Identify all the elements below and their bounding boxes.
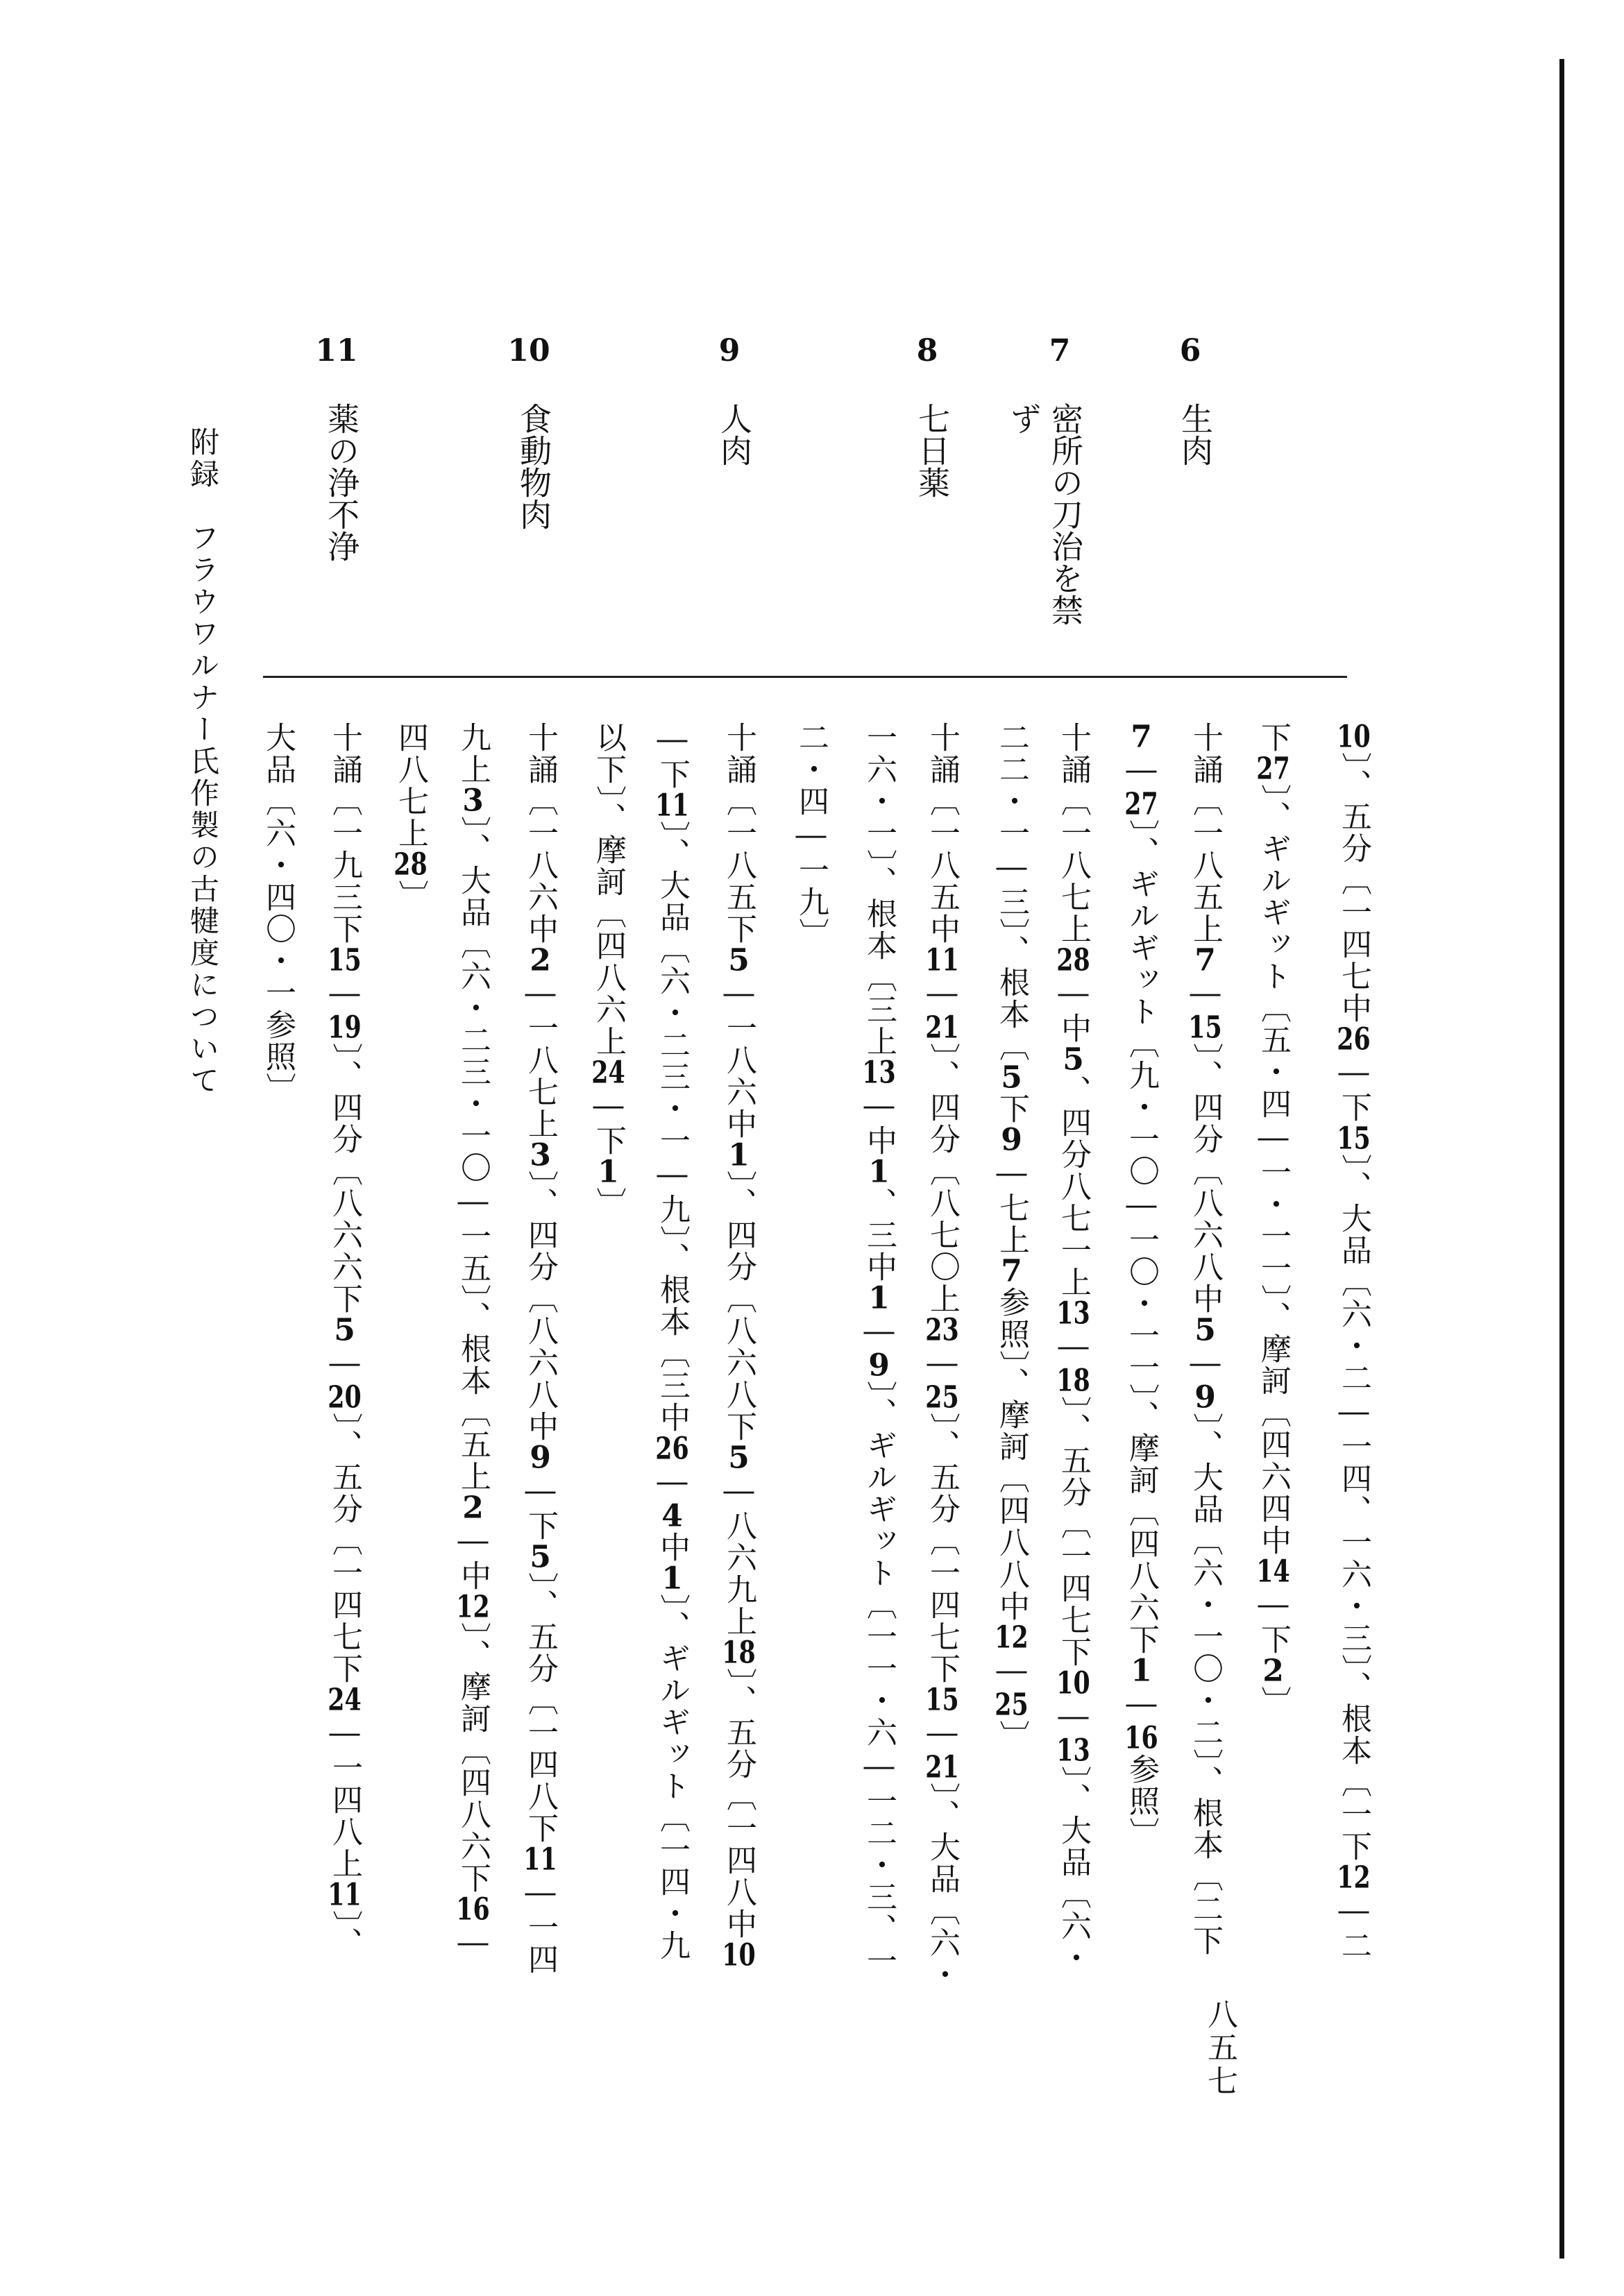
reference-number: 5 (530, 1542, 551, 1572)
reference-number: 12 (1337, 1862, 1371, 1893)
page-number: 八五七 (1202, 1998, 1237, 2098)
reference-number: 18 (722, 1638, 756, 1668)
reference-line: 十誦〔一八六中2―一八七上3〕、四分〔八六八中9―下5〕、五分〔一四八下11―一四 (523, 722, 558, 1975)
running-title: 附録 フラウワルナー氏作製の古犍度について (186, 427, 220, 1097)
reference-number: 1 (1131, 1656, 1152, 1686)
reference-number: 13 (862, 1057, 896, 1088)
reference-number: 2 (462, 1493, 484, 1523)
reference-number: 15 (328, 945, 362, 976)
entry-number: 7 (1049, 333, 1071, 368)
entry-number: 6 (1179, 333, 1201, 368)
reference-number: 11 (925, 945, 959, 976)
reference-line: 十誦〔一八五上7―15〕、四分〔八六八中5―9〕、大品〔六・一〇・二〕、根本〔二下 (1187, 722, 1223, 1957)
entry-number: 9 (718, 333, 741, 368)
entry-label: 食動物肉 (515, 402, 552, 530)
reference-number: 1 (598, 1157, 619, 1187)
reference-number: 1 (728, 1140, 750, 1171)
reference-line: 7―27〕、ギルギット〔九・一〇―一〇・一一〕、摩訶〔四八六下1―16参照〕 (1124, 722, 1159, 1849)
reference-number: 1 (661, 1563, 683, 1594)
reference-line: 十誦〔一九三下15―19〕、四分〔八六六下5―20〕、五分〔一四七下24―一四八上11〕、 (327, 722, 362, 1959)
reference-number: 16 (1124, 1723, 1158, 1753)
entry-label: 薬の浄不浄 (323, 402, 360, 562)
reference-number: 7 (1131, 722, 1152, 752)
reference-number: 18 (1056, 1366, 1090, 1396)
reference-number: 3 (530, 1140, 551, 1171)
reference-line: 大品〔六・四〇・一参照〕 (260, 722, 296, 1105)
reference-number: 19 (328, 1012, 362, 1043)
reference-number: 21 (925, 1752, 959, 1783)
reference-number: 5 (1063, 1044, 1084, 1075)
reference-number: 13 (1056, 1735, 1090, 1766)
reference-number: 9 (868, 1350, 890, 1381)
reference-number: 26 (655, 1434, 689, 1464)
reference-line: 以下〕、摩訶〔四八六上24―下1〕 (591, 722, 626, 1219)
reference-number: 11 (523, 1844, 557, 1875)
reference-line: 十誦〔一八五下5―一八六中1〕、四分〔八六八下5―八六九上18〕、五分〔一四八中10 (721, 722, 756, 1971)
reference-number: 1 (868, 1283, 890, 1313)
reference-number: 15 (1188, 1012, 1222, 1043)
reference-number: 9 (1194, 1382, 1216, 1413)
reference-number: 5 (728, 945, 750, 976)
reference-number: 5 (1001, 1062, 1022, 1093)
reference-number: 13 (1056, 1298, 1090, 1329)
reference-number: 9 (1001, 1125, 1022, 1155)
reference-number: 11 (328, 1880, 362, 1910)
reference-number: 2 (530, 945, 551, 976)
reference-line: ―下11〕、大品〔六・二三・一―九〕、根本〔三中26―4中1〕、ギルギット〔一四・九 (654, 722, 690, 1962)
reference-line: 二二・一―三〕、根本〔5下9―七上7参照〕、摩訶〔四八八中12―25〕 (994, 722, 1029, 1752)
reference-number: 24 (591, 1057, 625, 1088)
reference-number: 10 (722, 1940, 756, 1971)
reference-number: 10 (1056, 1668, 1090, 1699)
reference-line: 10〕、五分〔一四七中26―下15〕、大品〔六・二―一四、一六・三〕、根本〔一下12―二 (1336, 722, 1371, 1962)
page-edge-rule (1559, 59, 1564, 2259)
reference-number: 20 (328, 1382, 362, 1413)
reference-number: 25 (925, 1382, 959, 1413)
reference-number: 28 (394, 849, 428, 880)
entry-label: 人肉 (716, 402, 753, 466)
reference-number: 21 (925, 1012, 959, 1043)
reference-line: 十誦〔一八五中11―21〕、四分〔八七〇上23―25〕、五分〔一四七下15―21〕、大品〔六・ (924, 722, 960, 1991)
reference-line: 十誦〔一八七上28―中5、四分八七一上13―18〕、五分〔一四七下10―13〕、大品〔六・ (1056, 722, 1091, 1974)
reference-number: 5 (334, 1315, 355, 1345)
reference-number: 7 (1194, 945, 1216, 976)
reference-line: 四八七上28〕 (393, 722, 428, 912)
reference-number: 25 (995, 1690, 1029, 1720)
reference-number: 14 (1256, 1556, 1290, 1587)
reference-number: 4 (661, 1501, 683, 1531)
reference-number: 23 (925, 1315, 959, 1345)
reference-number: 28 (1056, 945, 1090, 976)
reference-line: 一六・一〕、根本〔三上13―中1、三中1―9〕、ギルギット〔一一・六―一二・三、一 (861, 722, 897, 1977)
reference-number: 16 (456, 1894, 490, 1925)
reference-line: 二・四―一九〕 (793, 722, 829, 950)
reference-number: 15 (1337, 1123, 1371, 1154)
reference-number: 5 (728, 1443, 750, 1473)
reference-number: 26 (1337, 1024, 1371, 1055)
reference-number: 27 (1124, 789, 1158, 819)
entry-label: 密所の刀治を禁ず (1005, 402, 1084, 626)
section-divider (263, 676, 1347, 678)
reference-number: 12 (995, 1622, 1029, 1653)
reference-number: 2 (1262, 1656, 1284, 1686)
reference-number: 9 (530, 1443, 551, 1473)
reference-line: 下27〕、ギルギット〔五・四―一・一一〕、摩訶〔四六四中14―下2〕 (1255, 722, 1291, 1718)
reference-number: 12 (456, 1592, 490, 1622)
entry-number: 8 (916, 333, 938, 368)
entry-number: 11 (315, 333, 358, 368)
reference-number: 10 (1337, 722, 1371, 752)
reference-number: 24 (328, 1685, 362, 1715)
reference-number: 15 (925, 1685, 959, 1715)
reference-number: 7 (1001, 1256, 1022, 1286)
entry-number: 10 (507, 333, 550, 368)
reference-number: 11 (655, 790, 689, 821)
entry-label: 七日薬 (913, 402, 951, 498)
reference-line: 九上3〕、大品〔六・二三・一〇―一五〕、根本〔五上2―中12〕、摩訶〔四八六下16― (455, 722, 491, 1962)
entry-label: 生肉 (1176, 402, 1214, 466)
reference-number: 1 (868, 1157, 890, 1187)
reference-number: 5 (1194, 1315, 1216, 1345)
reference-number: 27 (1256, 754, 1290, 784)
reference-number: 3 (462, 785, 484, 816)
